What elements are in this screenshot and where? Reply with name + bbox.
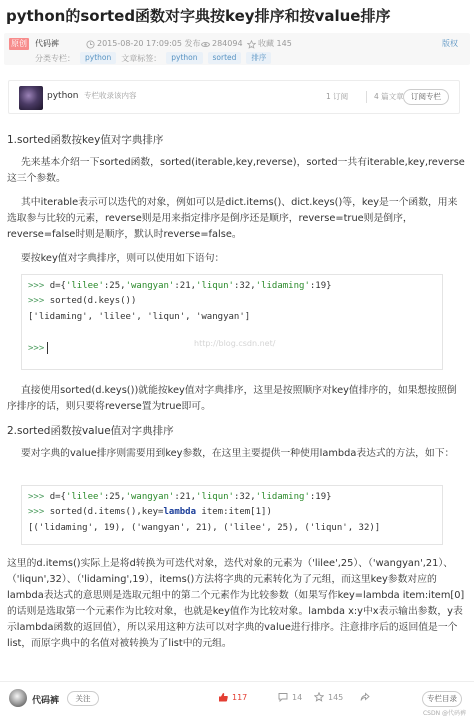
paragraph-3: 要按key值对字典排序，则可以使用如下语句： <box>21 253 225 264</box>
code-block-2 <box>21 485 443 545</box>
follow-button[interactable]: 关注 <box>67 691 99 706</box>
view-count-text: 284094 <box>212 39 243 48</box>
share-button[interactable] <box>360 692 370 702</box>
text-cursor <box>47 342 48 354</box>
code1-token: :25, <box>103 281 126 291</box>
code1-string: 'lidaming' <box>255 281 310 291</box>
view-count <box>201 38 243 50</box>
code2-prompt-1: >>> <box>28 492 45 502</box>
code1-token: :21, <box>174 281 197 291</box>
favorite-count: 145 <box>328 692 344 702</box>
code1-prompt-2: >>> <box>28 296 45 306</box>
code2-token: item:item[1]) <box>196 507 272 517</box>
article-title: python的sorted函数对字典按key排序和按value排序 <box>6 7 391 25</box>
tags-label: 文章标签： <box>121 53 162 63</box>
paragraph-5: 要对字典的value排序则需要用到key参数，在这里主要提供一种使用lambda表达式的方法，如下： <box>21 448 455 459</box>
code2-token: d={ <box>49 492 66 502</box>
code1-prompt-3: >>> <box>28 343 45 354</box>
category-label: 分类专栏： <box>35 53 75 63</box>
column-divider <box>366 91 367 103</box>
section1-heading: 1.sorted函数按key值对字典排序 <box>7 134 164 146</box>
favorite-count-text: 收藏 145 <box>258 39 292 48</box>
code1-prompt-1: >>> <box>28 281 45 291</box>
author-avatar[interactable] <box>9 689 27 707</box>
tag-row <box>35 52 271 64</box>
category-tag-python[interactable]: python <box>80 52 116 64</box>
code1-string: 'wangyan' <box>125 281 175 291</box>
subscribe-column-button[interactable]: 订阅专栏 <box>403 89 449 105</box>
code1-sorted-call: sorted(d.keys()) <box>49 296 137 306</box>
column-cover-image <box>19 86 43 110</box>
code2-prompt-2: >>> <box>28 507 45 517</box>
code2-string: 'lilee' <box>65 492 104 502</box>
bottom-toolbar <box>0 681 474 716</box>
code2-token: :21, <box>174 492 197 502</box>
code1-token: :19} <box>309 281 332 291</box>
comment-button[interactable] <box>278 692 302 702</box>
paragraph-1: 先来基本介绍一下sorted函数，sorted(iterable,key,reverse)，sorted一共有iterable,key,reverse这三个参数。 <box>7 157 465 184</box>
author-link[interactable]: 代码裤 <box>35 39 59 48</box>
publish-date <box>86 38 201 50</box>
section2-heading: 2.sorted函数按value值对字典排序 <box>7 425 174 437</box>
star-icon <box>247 40 256 49</box>
column-article-count: 4 篇文章 <box>374 92 404 101</box>
code2-line-2 <box>28 506 272 519</box>
code2-token: :32, <box>233 492 256 502</box>
code1-output: ['lidaming', 'lilee', 'liqun', 'wangyan'] <box>28 312 251 322</box>
paragraph-4: 直接使用sorted(d.keys())就能按key值对字典排序，这里是按照顺序对key值排序的，如果想按照倒序排序的话，则只要将reverse置为true即可。 <box>7 385 457 412</box>
thumbs-up-icon <box>218 692 228 702</box>
code2-line-1 <box>28 491 332 504</box>
column-description: 专栏收录该内容 <box>84 91 137 100</box>
like-button[interactable] <box>218 692 247 702</box>
column-subscriptions: 1 订阅 <box>326 92 349 101</box>
code1-token: :32, <box>233 281 256 291</box>
code1-string: 'lilee' <box>65 281 104 291</box>
comment-count: 14 <box>292 692 303 702</box>
eye-icon <box>201 40 210 49</box>
favorite-button[interactable] <box>314 692 343 702</box>
code2-token: :19} <box>309 492 332 502</box>
code2-token: :25, <box>103 492 126 502</box>
like-count: 117 <box>232 692 248 702</box>
paragraph-2: 其中iterable表示可以迭代的对象，例如可以是dict.items()、dict.keys()等，key是一个函数，用来选取参与比较的元素，reverse则是用来指定排序是倒序还是顺序，reverse=true则是倒序，reverse=false时则是顺序，默认时reverse=false。 <box>7 197 458 240</box>
code2-string: 'wangyan' <box>125 492 175 502</box>
article-meta-box <box>4 33 470 65</box>
code-block-1 <box>21 274 443 370</box>
original-badge: 原创 <box>11 39 27 48</box>
csdn-watermark: CSDN @代码裤 <box>422 710 466 716</box>
column-directory-button[interactable]: 专栏目录 <box>422 691 462 707</box>
code1-line-1 <box>28 280 332 293</box>
code2-token: sorted(d.items(),key= <box>49 507 164 517</box>
code1-watermark: http://blog.csdn.net/ <box>194 339 276 348</box>
publish-date-text: 2015-08-20 17:09:05 发布 <box>97 39 201 48</box>
column-card[interactable] <box>8 80 460 114</box>
star-icon <box>314 692 324 702</box>
footer-author-name[interactable]: 代码裤 <box>32 696 60 706</box>
code2-output: [('lidaming', 19), ('wangyan', 21), ('lilee', 25), ('liqun', 32)] <box>28 523 381 533</box>
tag-sorted[interactable]: sorted <box>208 52 242 64</box>
copyright-link[interactable]: 版权 <box>442 39 458 48</box>
share-icon <box>360 692 370 702</box>
paragraph-6: 这里的d.items()实际上是将d转换为可迭代对象，迭代对象的元素为（'lilee',25）、（'wangyan',21）、（'liqun',32）、（'lidaming',19），items()方法将字典的元素转化为了元组，而这里key参数对应的lambda表达式的意思则是选取元组中的第二个元素作为比较参数（如果写作key=lambda item:item[0]的话则是选取第一个元素作为比较对象，也就是key值作为比较对象。lambda x:y中x表示输出参数，y表示lambda函数的返回值），所以采用这种方法可以对字典的value进行排序。注意排序后的返回值是一个list，而原字典中的名值对被转换为了list中的元组。 <box>7 558 465 649</box>
code1-string: 'liqun' <box>196 281 234 291</box>
code2-string: 'liqun' <box>196 492 234 502</box>
code1-token: d={ <box>49 281 66 291</box>
code2-keyword: lambda <box>163 507 196 517</box>
tag-python[interactable]: python <box>166 52 202 64</box>
code1-line-empty[interactable] <box>28 342 48 356</box>
code1-line-2 <box>28 295 136 308</box>
favorite-count[interactable] <box>247 38 292 50</box>
clock-icon <box>86 40 95 49</box>
tag-sort[interactable]: 排序 <box>246 52 271 64</box>
column-name[interactable]: python <box>47 91 79 101</box>
comment-icon <box>278 692 288 702</box>
code2-string: 'lidaming' <box>255 492 310 502</box>
